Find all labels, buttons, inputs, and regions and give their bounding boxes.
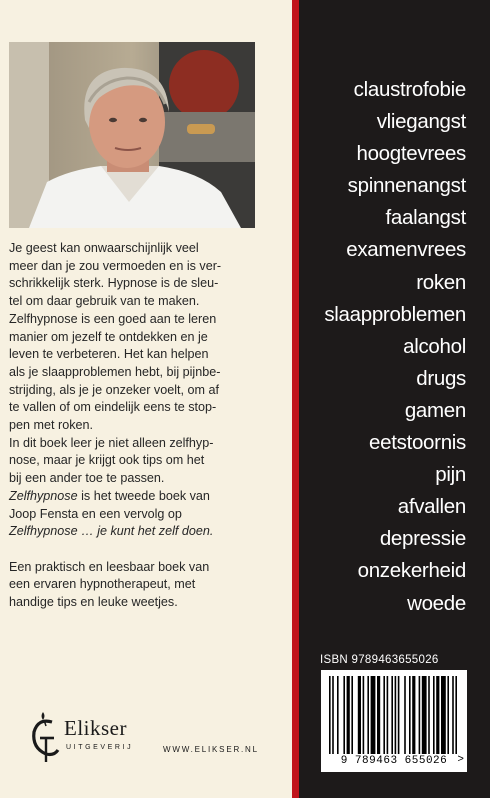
publisher-website: WWW.ELIKSER.NL <box>163 745 259 754</box>
barcode-bar <box>332 676 334 754</box>
blurb-line: Een praktisch en leesbaar boek van <box>9 559 210 574</box>
barcode-bar <box>455 676 457 754</box>
barcode-bar <box>404 676 406 754</box>
barcode-bar <box>398 676 400 754</box>
barcode-bar <box>343 676 345 754</box>
topic-item: gamen <box>404 398 466 422</box>
barcode-bar <box>347 676 350 754</box>
topic-item: afvallen <box>397 495 466 519</box>
barcode-bars <box>327 676 461 754</box>
blurb-line: tel om daar gebruik van te maken. <box>9 294 200 309</box>
topic-item: onzekerheid <box>357 559 466 583</box>
barcode-number: 9 789463 655026 <box>340 755 448 767</box>
topic-item: depressie <box>379 527 466 551</box>
barcode-bar <box>383 676 385 754</box>
blurb-line: te vallen of om eindelijk eens te stop- <box>9 400 217 415</box>
barcode-quiet-zone-mark: > <box>457 754 464 766</box>
book-title-italic: Zelfhypnose <box>9 488 78 503</box>
red-spine-stripe <box>292 0 299 798</box>
topic-item: examenvrees <box>346 238 466 262</box>
elikser-logo-icon <box>26 708 60 762</box>
topic-item: faalangst <box>385 206 466 230</box>
barcode-bar <box>428 676 430 754</box>
blurb-line: meer dan je zou vermoeden en is ver- <box>9 258 222 273</box>
blurb-line: manier om jezelf te ontdekken en je <box>9 329 208 344</box>
publisher-block <box>26 708 288 762</box>
blurb-line <box>9 488 285 506</box>
blurb-line: handige tips en leuke weetjes. <box>9 595 178 610</box>
barcode-bar <box>412 676 415 754</box>
barcode-bar <box>447 676 449 754</box>
blurb-line: nose, maar je krijgt ook tips om het <box>9 453 205 468</box>
blurb-text: is het tweede boek van <box>77 488 210 503</box>
back-cover-right-panel <box>299 0 490 798</box>
barcode-bar <box>337 676 339 754</box>
book-blurb <box>9 240 285 612</box>
blurb-line: leven te verbeteren. Het kan helpen <box>9 347 209 362</box>
author-photo <box>9 42 255 228</box>
topic-item: vliegangst <box>376 110 466 134</box>
blurb-line <box>9 523 285 541</box>
topic-item: drugs <box>416 366 466 390</box>
topic-item: spinnenangst <box>347 174 466 198</box>
blurb-line: als je slaapproblemen hebt, bij pijnbe- <box>9 364 221 379</box>
blurb-line: Zelfhypnose is een goed aan te leren <box>9 311 217 326</box>
barcode-bar <box>419 676 421 754</box>
barcode-bar <box>367 676 369 754</box>
blurb-line: pen met roken. <box>9 418 94 433</box>
barcode <box>321 670 467 772</box>
topic-item: claustrofobie <box>353 78 466 101</box>
blurb-line: Je geest kan onwaarschijnlijk veel <box>9 241 199 255</box>
topic-item: woede <box>407 591 466 615</box>
topic-item: slaapproblemen <box>324 302 466 326</box>
barcode-bar <box>377 676 380 754</box>
barcode-bar <box>409 676 411 754</box>
topic-item: alcohol <box>403 334 466 358</box>
barcode-bar <box>391 676 393 754</box>
barcode-bar <box>351 676 353 754</box>
isbn-label: ISBN 9789463655026 <box>320 654 439 666</box>
previous-book-title: Zelfhypnose … je kunt het zelf doen. <box>9 524 214 539</box>
topic-list <box>299 74 466 620</box>
paragraph-gap <box>9 541 285 559</box>
barcode-bar <box>358 676 361 754</box>
publisher-name: Elikser <box>64 716 127 740</box>
blurb-line: In dit boek leer je niet alleen zelfhyp- <box>9 435 214 450</box>
barcode-bar <box>452 676 454 754</box>
barcode-bar <box>422 676 427 754</box>
barcode-bar <box>395 676 397 754</box>
blurb-line: bij een ander toe te passen. <box>9 471 165 486</box>
barcode-bar <box>387 676 389 754</box>
topic-item: roken <box>416 270 466 294</box>
topic-item: pijn <box>435 463 466 487</box>
barcode-bar <box>433 676 435 754</box>
barcode-bar <box>436 676 439 754</box>
publisher-subtitle: UITGEVERIJ <box>66 744 134 751</box>
barcode-bar <box>329 676 331 754</box>
barcode-bar <box>363 676 365 754</box>
topic-item: hoogtevrees <box>356 142 466 166</box>
barcode-bar <box>441 676 446 754</box>
topic-item: eetstoornis <box>369 431 466 455</box>
blurb-line: schrikkelijk sterk. Hypnose is de sleu- <box>9 276 219 291</box>
barcode-bar <box>371 676 376 754</box>
blurb-line: Joop Fensta en een vervolg op <box>9 506 182 521</box>
blurb-line: een ervaren hypnotherapeut, met <box>9 577 196 592</box>
blurb-line: strijding, als je je onzeker voelt, om af <box>9 382 219 397</box>
